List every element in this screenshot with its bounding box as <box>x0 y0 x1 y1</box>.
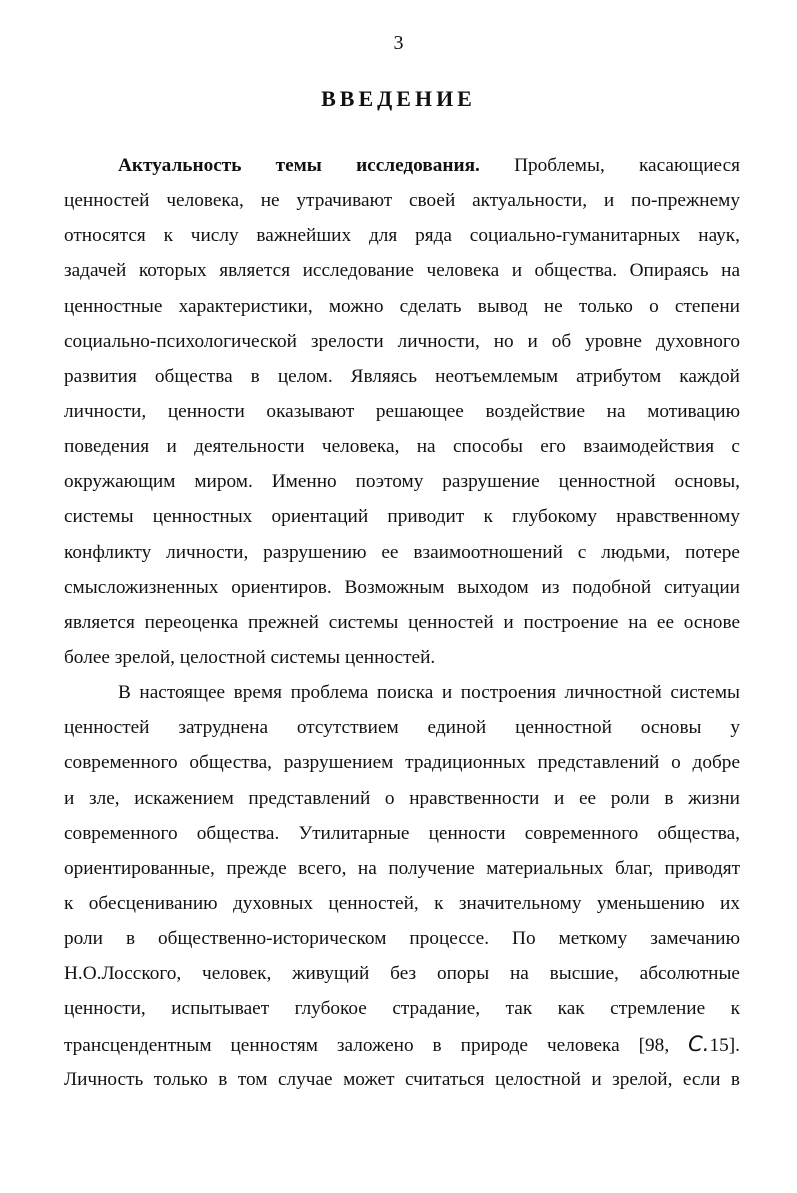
paragraph-2-line-2: ценностей затруднена отсутствием единой ценностной основы у <box>64 717 740 739</box>
page-number: 3 <box>393 32 404 54</box>
paragraph-1-line-12: конфликту личности, разрушению ее взаимоотношений с людьми, потере <box>64 541 740 563</box>
handwritten-page-mark: С. <box>688 1031 710 1056</box>
paragraph-1-line-7: развития общества в целом. Являясь неотъемлемым атрибутом каждой <box>64 365 740 387</box>
paragraph-2-line-1: В настоящее время проблема поиска и построения личностной системы <box>118 682 740 704</box>
paragraph-1-line-13: смысложизненных ориентиров. Возможным выходом из подобной ситуации <box>64 576 740 598</box>
paragraph-2-line-7: к обесцениванию духовных ценностей, к значительному уменьшению их <box>64 892 740 914</box>
citation-page-ref <box>688 1031 740 1056</box>
paragraph-2-line-4: и зле, искажением представлений о нравственности и ее роли в жизни <box>64 787 740 809</box>
paragraph-1-line-10: окружающим миром. Именно поэтому разрушение ценностной основы, <box>64 471 740 493</box>
paragraph-1-line-1-rest: Проблемы, касающиеся <box>514 155 740 176</box>
paragraph-2-line-12: Личность только в том случае может считаться целостной и зрелой, если в <box>64 1068 740 1090</box>
paragraph-2-line-9: Н.О.Лосского, человек, живущий без опоры на высшие, абсолютные <box>64 963 740 985</box>
document-body <box>64 148 740 1097</box>
paragraph-1-line-2: ценностей человека, не утрачивают своей актуальности, и по-прежнему <box>64 190 740 212</box>
citation-line-start: трансцендентным ценностям заложено в природе человека [98, <box>64 1034 670 1056</box>
paragraph-1-line-1 <box>64 148 740 183</box>
paragraph-2-line-8: роли в общественно-историческом процессе. По меткому замечанию <box>64 928 740 950</box>
paragraph-1-line-11: системы ценностных ориентаций приводит к глубокому нравственному <box>64 506 740 528</box>
paragraph-1-line-5: ценностные характеристики, можно сделать вывод не только о степени <box>64 295 740 317</box>
paragraph-1-line-3: относятся к числу важнейших для ряда социально-гуманитарных наук, <box>64 225 740 247</box>
paragraph-1-line-4: задачей которых является исследование человека и общества. Опираясь на <box>64 260 740 282</box>
paragraph-1-line-14: является переоценка прежней системы ценностей и построение на ее основе <box>64 611 740 633</box>
paragraph-2-line-10: ценности, испытывает глубокое страдание, так как стремление к <box>64 998 740 1020</box>
page-title: ВВЕДЕНИЕ <box>321 86 476 111</box>
citation-line-end: 15]. <box>709 1034 740 1056</box>
paragraph-1-line-6: социально-психологической зрелости личности, но и об уровне духовного <box>64 330 740 352</box>
paragraph-1-line-9: поведения и деятельности человека, на способы его взаимодействия с <box>64 436 740 458</box>
section-heading: Актуальность темы исследования. <box>118 155 480 176</box>
paragraph-2-line-11 <box>64 1027 740 1062</box>
paragraph-1-line-15: более зрелой, целостной системы ценностей. <box>64 646 436 668</box>
paragraph-2-line-5: современного общества. Утилитарные ценности современного общества, <box>64 822 740 844</box>
paragraph-2-line-3: современного общества, разрушением традиционных представлений о добре <box>64 752 740 774</box>
paragraph-2-line-6: ориентированные, прежде всего, на получение материальных благ, приводят <box>64 857 740 879</box>
paragraph-1-line-8: личности, ценности оказывают решающее воздействие на мотивацию <box>64 400 740 422</box>
